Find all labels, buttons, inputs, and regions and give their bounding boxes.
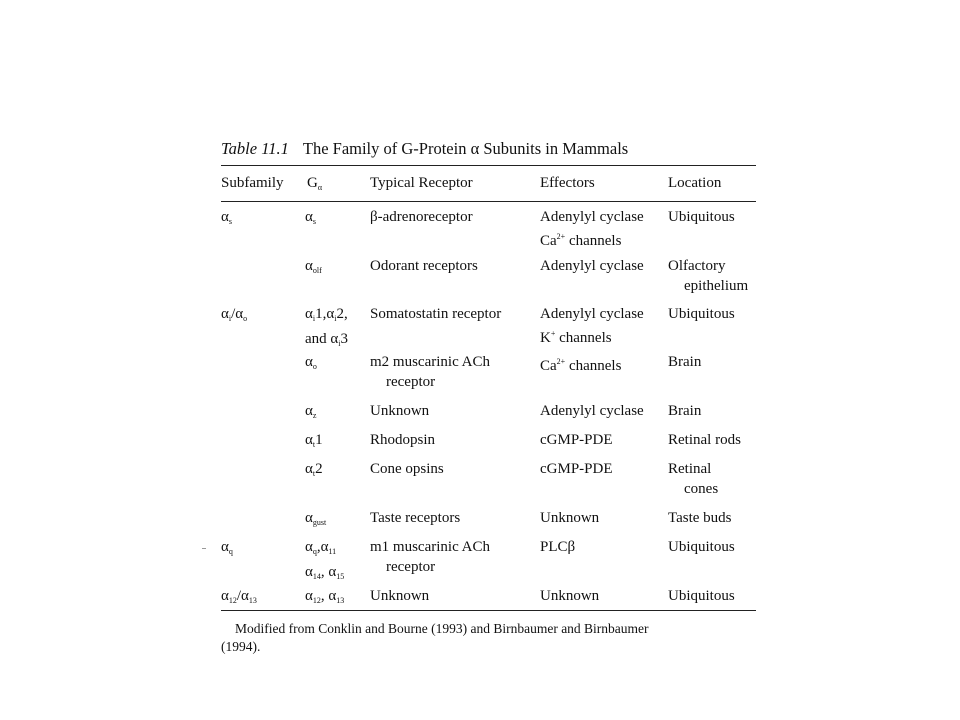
margin-mark [202,548,206,549]
cell-effectors: Adenylyl cyclase K+ channels [540,306,644,346]
cell-receptor: β-adrenoreceptor [370,209,473,225]
cell-galpha: $\alpha_t1$ [305,432,323,449]
header-subfamily: Subfamily [221,175,284,191]
cell-galpha: $\alpha_o$ [305,354,317,371]
cell-location: Brain [668,354,702,370]
cell-effectors: Unknown [540,588,600,604]
footnote-line-2: (1994). [221,639,261,654]
bottom-rule [221,610,756,611]
cell-galpha: $\alpha_t2$ [305,461,323,478]
cell-effectors: Adenylyl cyclase [540,403,644,419]
cell-receptor: m2 muscarinic ACh receptor [370,354,490,390]
cell-location: Retinal rods [668,432,741,448]
cell-receptor: Odorant receptors [370,258,478,274]
header-galpha: $G_\alpha$ [307,175,323,192]
cell-location: Retinal cones [668,461,719,497]
cell-location: Brain [668,403,702,419]
header-effectors: Effectors [540,175,595,191]
cell-receptor: Taste receptors [370,510,461,526]
cell-receptor: Unknown [370,403,430,419]
cell-subfamily: $\alpha_{12}/\alpha_{13}$ [221,588,257,605]
cell-galpha: $\alpha_q,\alpha_{11}$ $\alpha_{14}$, $\alpha_{15}$ [305,539,345,581]
footnote-line-1: Modified from Conklin and Bourne (1993) and Birnbaumer and Birnbaumer [235,621,649,636]
table-footnote [221,620,741,656]
header-location: Location [668,175,722,191]
cell-effectors: PLCβ [540,539,576,555]
cell-location: Ubiquitous [668,306,735,322]
cell-effectors: Adenylyl cyclase $Ca^{2+}$ channels [540,209,644,249]
cell-galpha: $\alpha_s$ [305,209,316,226]
cell-receptor: m1 muscarinic ACh receptor [370,539,490,575]
cell-location: Ubiquitous [668,588,735,604]
cell-receptor: Unknown [370,588,430,604]
header-rule [221,201,756,202]
cell-location: Olfactory epithelium [668,258,749,294]
table-caption [221,139,628,159]
cell-subfamily: $\alpha_q$ [221,539,233,556]
cell-receptor: Cone opsins [370,461,444,477]
cell-galpha: $\alpha_{olf}$ [305,258,322,275]
table-title: The Family of G-Protein α Subunits in Mammals [302,139,629,158]
table-number: Table 11.1 [221,139,289,158]
cell-location: Ubiquitous [668,209,735,225]
cell-receptor: Somatostatin receptor [370,306,502,322]
cell-galpha: $\alpha_{gust}$ [305,510,327,527]
cell-location: Taste buds [668,510,732,526]
cell-effectors: Unknown [540,510,600,526]
cell-subfamily: $\alpha_i/\alpha_o$ [221,306,248,323]
top-rule [221,165,756,166]
cell-galpha: $\alpha_{12}$, $\alpha_{13}$ [305,588,345,605]
cell-galpha: $\alpha_i1,\alpha_i2$, and $\alpha_i3$ [305,306,349,348]
cell-effectors: cGMP-PDE [540,432,613,448]
cell-subfamily: $\alpha_s$ [221,209,232,226]
cell-effectors: $Ca^{2+}$ channels [540,357,622,374]
cell-effectors: cGMP-PDE [540,461,613,477]
cell-effectors: Adenylyl cyclase [540,258,644,274]
cell-location: Ubiquitous [668,539,735,555]
cell-receptor: Rhodopsin [370,432,436,448]
cell-galpha: $\alpha_z$ [305,403,317,420]
header-receptor: Typical Receptor [370,175,473,191]
